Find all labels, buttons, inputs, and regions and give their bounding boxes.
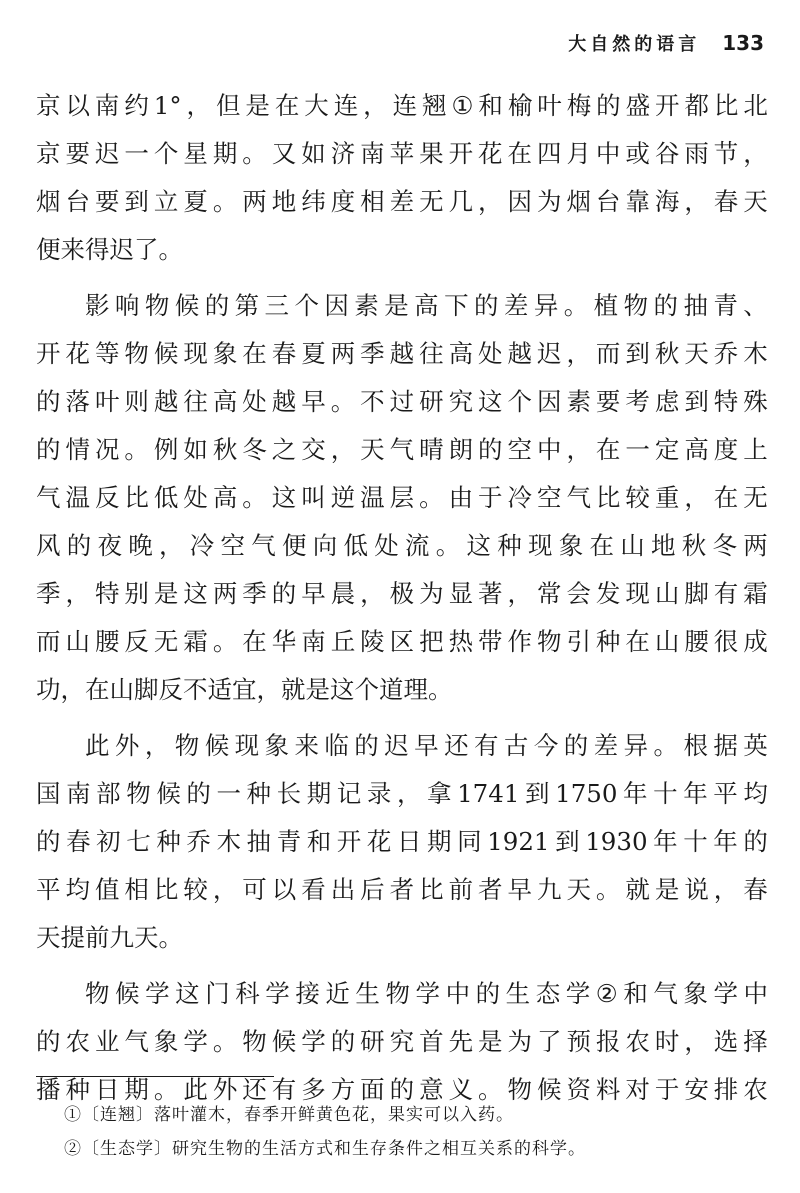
page-number: 133 <box>722 31 764 55</box>
text-line: 烟 台 要 到 立 夏 。 两 地 纬 度 相 差 无 几 ， 因 为 烟 台 靠 海 ， 春 天 <box>36 187 768 216</box>
text-line: 京 要 迟 一 个 星 期 。 又 如 济 南 苹 果 开 花 在 四 月 中 或 谷 雨 节 ， <box>36 139 768 168</box>
paragraph <box>36 722 768 962</box>
paragraph <box>36 970 768 1114</box>
text-line: 便来得迟了。 <box>36 235 183 264</box>
footnote: ①〔连翘〕落叶灌木，春季开鲜黄色花，果实可以入药。 <box>64 1105 514 1125</box>
paragraph-gap <box>36 714 768 722</box>
text-line: 的 农 业 气 象 学 。 物 候 学 的 研 究 首 先 是 为 了 预 报 农 时 ， 选 择 <box>36 1027 768 1056</box>
text-line: 此 外 ， 物 候 现 象 来 临 的 迟 早 还 有 古 今 的 差 异 。 根 据 英 <box>85 731 768 760</box>
text-line: 而 山 腰 反 无 霜 。 在 华 南 丘 陵 区 把 热 带 作 物 引 种 在 山 腰 很 成 <box>36 627 768 656</box>
text-line: 物 候 学 这 门 科 学 接 近 生 物 学 中 的 生 态 学 ② 和 气 象 学 中 <box>85 979 768 1008</box>
text-line: 风 的 夜 晚 ， 冷 空 气 便 向 低 处 流 。 这 种 现 象 在 山 地 秋 冬 两 <box>36 531 768 560</box>
paragraph-gap <box>36 962 768 970</box>
text-line: 国 南 部 物 候 的 一 种 长 期 记 录 ， 拿 1741 到 1750 年 十 年 平 均 <box>36 779 768 808</box>
footnotes <box>64 1098 764 1166</box>
footnote: ②〔生态学〕研究生物的生活方式和生存条件之相互关系的科学。 <box>64 1139 586 1159</box>
text-line: 京 以 南 约 1° ， 但 是 在 大 连 ， 连 翘 ① 和 榆 叶 梅 的 盛 开 都 比 北 <box>36 91 768 120</box>
text-line: 季 ， 特 别 是 这 两 季 的 早 晨 ， 极 为 显 著 ， 常 会 发 现 山 脚 有 霜 <box>36 579 768 608</box>
text-line: 开 花 等 物 候 现 象 在 春 夏 两 季 越 往 高 处 越 迟 ， 而 到 秋 天 乔 木 <box>36 339 768 368</box>
text-line: 气 温 反 比 低 处 高 。 这 叫 逆 温 层 。 由 于 冷 空 气 比 较 重 ， 在 无 <box>36 483 768 512</box>
body-text <box>36 82 768 1114</box>
footnote-divider <box>36 1076 274 1077</box>
text-line: 功，在山脚反不适宜，就是这个道理。 <box>36 675 453 704</box>
paragraph <box>36 282 768 714</box>
running-title: 大自然的语言 <box>568 34 701 55</box>
text-line: 的 落 叶 则 越 往 高 处 越 早 。 不 过 研 究 这 个 因 素 要 考 虑 到 特 殊 <box>36 387 768 416</box>
text-line: 的 情 况 。 例 如 秋 冬 之 交 ， 天 气 晴 朗 的 空 中 ， 在 一 定 高 度 上 <box>36 435 768 464</box>
text-line: 播 种 日 期 。 此 外 还 有 多 方 面 的 意 义 。 物 候 资 料 对 于 安 排 农 <box>36 1075 768 1104</box>
text-line: 天提前九天。 <box>36 923 183 952</box>
text-line: 影 响 物 候 的 第 三 个 因 素 是 高 下 的 差 异 。 植 物 的 抽 青 、 <box>85 291 768 320</box>
paragraph-gap <box>36 274 768 282</box>
text-line: 的 春 初 七 种 乔 木 抽 青 和 开 花 日 期 同 1921 到 1930 年 十 年 的 <box>36 827 768 856</box>
text-line: 平 均 值 相 比 较 ， 可 以 看 出 后 者 比 前 者 早 九 天 。 就 是 说 ， 春 <box>36 875 768 904</box>
paragraph <box>36 82 768 274</box>
page-header <box>568 30 764 56</box>
